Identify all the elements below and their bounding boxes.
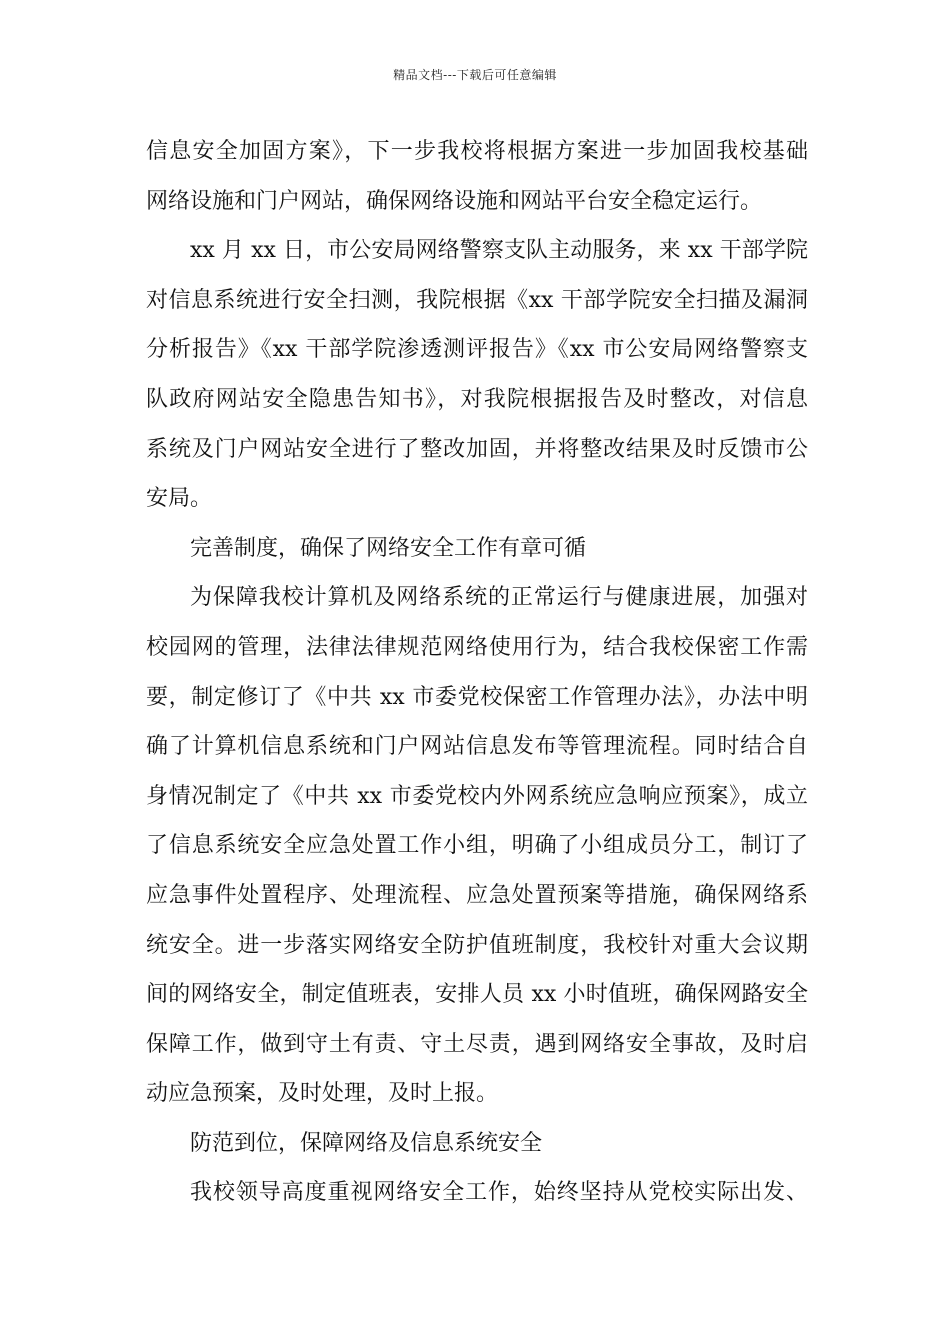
text-line-15: 了信息系统安全应急处置工作小组，明确了小组成员分工，制订了 — [146, 833, 808, 859]
text-line-17: 统安全。进一步落实网络安全防护值班制度，我校针对重大会议期 — [146, 932, 808, 958]
text-line-18: 间的网络安全，制定值班表，安排人员 xx 小时值班，确保网路安全 — [146, 982, 808, 1008]
text-line-13: 确了计算机信息系统和门户网站信息发布等管理流程。同时结合自 — [146, 734, 808, 760]
text-line-14: 身情况制定了《中共 xx 市委党校内外网系统应急响应预案》，成立 — [146, 783, 808, 809]
text-line-2: 网络设施和门户网站，确保网络设施和网站平台安全稳定运行。 — [146, 188, 763, 214]
text-line-7: 系统及门户网站安全进行了整改加固，并将整改结果及时反馈市公 — [146, 436, 808, 462]
text-line-4: 对信息系统进行安全扫测，我院根据《xx 干部学院安全扫描及漏洞 — [146, 287, 808, 313]
text-line-20: 动应急预案，及时处理，及时上报。 — [146, 1081, 499, 1107]
text-line-10: 为保障我校计算机及网络系统的正常运行与健康进展，加强对 — [190, 585, 808, 611]
document-body — [146, 127, 808, 1218]
section-heading-2: 防范到位，保障网络及信息系统安全 — [190, 1130, 543, 1156]
page-header: 精品文档---下载后可任意编辑 — [393, 68, 557, 82]
section-heading-1: 完善制度，确保了网络安全工作有章可循 — [190, 535, 587, 561]
text-line-22: 我校领导高度重视网络安全工作，始终坚持从党校实际出发、 — [190, 1180, 808, 1206]
text-line-1: 信息安全加固方案》，下一步我校将根据方案进一步加固我校基础 — [146, 139, 808, 164]
text-line-5: 分析报告》《xx 干部学院渗透测评报告》《xx 市公安局网络警察支 — [146, 337, 808, 363]
text-line-19: 保障工作，做到守土有责、守土尽责，遇到网络安全事故，及时启 — [146, 1031, 808, 1057]
text-line-6: 队政府网站安全隐患告知书》，对我院根据报告及时整改，对信息 — [146, 386, 808, 412]
text-line-3: xx 月 xx 日，市公安局网络警察支队主动服务，来 xx 干部学院 — [190, 238, 808, 264]
text-line-11: 校园网的管理，法律法律规范网络使用行为，结合我校保密工作需 — [146, 634, 808, 660]
text-line-8: 安局。 — [146, 486, 213, 512]
text-line-16: 应急事件处置程序、处理流程、应急处置预案等措施，确保网络系 — [146, 882, 808, 908]
text-line-12: 要，制定修订了《中共 xx 市委党校保密工作管理办法》，办法中明 — [146, 684, 808, 710]
